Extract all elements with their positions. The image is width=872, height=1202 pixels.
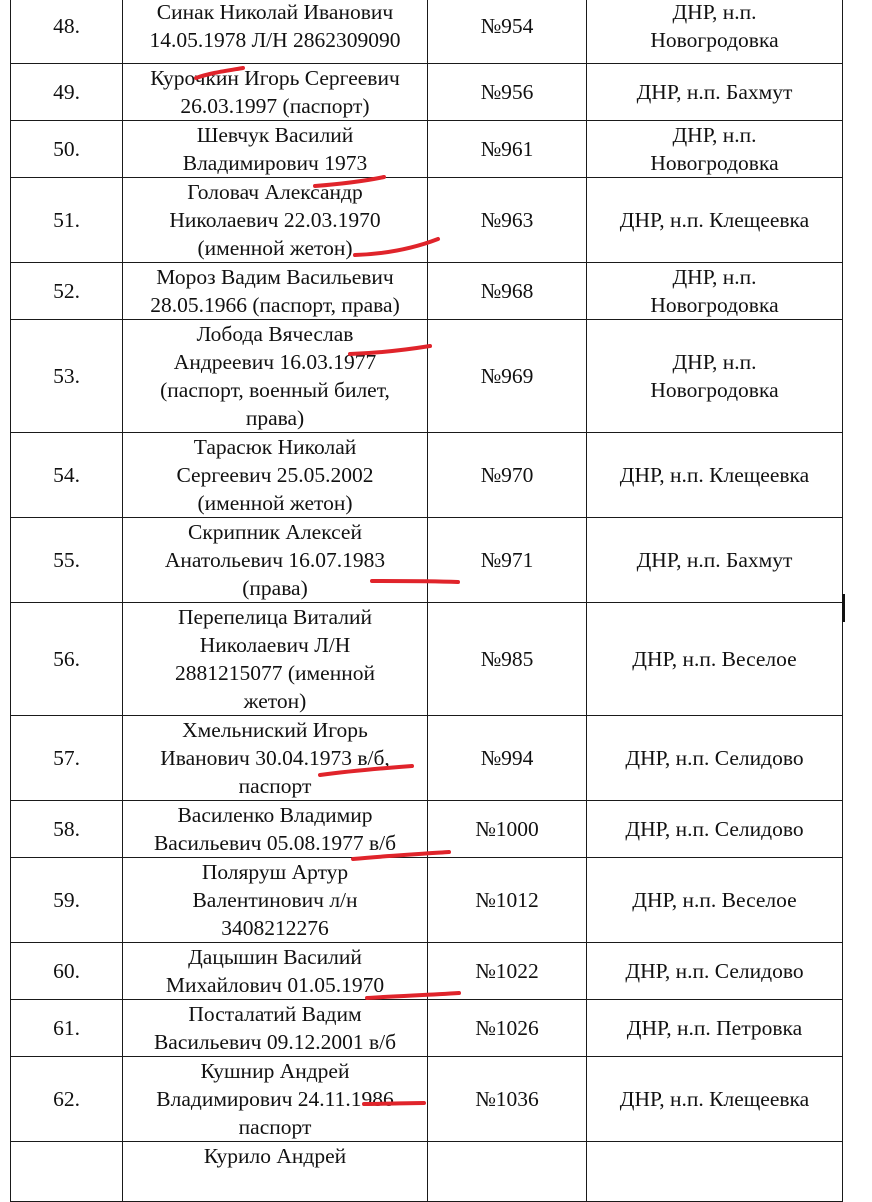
location: ДНР, н.п. Клещеевка (587, 178, 843, 263)
row-number: 54. (11, 433, 123, 518)
location: ДНР, н.п. Новогродовка (587, 320, 843, 433)
person-details: Скрипник Алексей Анатольевич 16.07.1983 (права) (123, 518, 428, 603)
table-row (11, 0, 843, 64)
tag-number (428, 1142, 587, 1202)
row-number: 52. (11, 263, 123, 320)
person-details: Головач Александр Николаевич 22.03.1970 (именной жетон) (123, 178, 428, 263)
tag-number: №1012 (428, 858, 587, 943)
table-row (11, 64, 843, 121)
table-row (11, 858, 843, 943)
location (587, 1142, 843, 1202)
person-details: Шевчук Василий Владимирович 1973 (123, 121, 428, 178)
table-row (11, 263, 843, 320)
location: ДНР, н.п. Новогродовка (587, 263, 843, 320)
person-details: Поляруш Артур Валентинович л/н 3408212276 (123, 858, 428, 943)
tag-number: №961 (428, 121, 587, 178)
tag-number: №970 (428, 433, 587, 518)
person-details: Хмельниский Игорь Иванович 30.04.1973 в/б, паспорт (123, 716, 428, 801)
location: ДНР, н.п. Клещеевка (587, 433, 843, 518)
row-number (11, 1142, 123, 1202)
row-number: 59. (11, 858, 123, 943)
person-details: Синак Николай Иванович 14.05.1978 Л/Н 2862309090 (123, 0, 428, 64)
person-details: Тарасюк Николай Сергеевич 25.05.2002 (именной жетон) (123, 433, 428, 518)
row-number: 51. (11, 178, 123, 263)
table-row (11, 1057, 843, 1142)
row-number: 62. (11, 1057, 123, 1142)
tag-number: №968 (428, 263, 587, 320)
table-row (11, 320, 843, 433)
row-number: 48. (11, 0, 123, 64)
location: ДНР, н.п. Селидово (587, 716, 843, 801)
tag-number: №985 (428, 603, 587, 716)
row-number: 60. (11, 943, 123, 1000)
person-details: Кушнир Андрей Владимирович 24.11.1986 паспорт (123, 1057, 428, 1142)
location: ДНР, н.п. Новогродовка (587, 121, 843, 178)
row-number: 50. (11, 121, 123, 178)
location: ДНР, н.п. Веселое (587, 858, 843, 943)
table-row (11, 433, 843, 518)
table-row (11, 178, 843, 263)
table-row (11, 518, 843, 603)
table-row (11, 1000, 843, 1057)
person-details: Перепелица Виталий Николаевич Л/Н 2881215077 (именной жетон) (123, 603, 428, 716)
table-row (11, 801, 843, 858)
tag-number: №1026 (428, 1000, 587, 1057)
location: ДНР, н.п. Новогродовка (587, 0, 843, 64)
row-number: 56. (11, 603, 123, 716)
tag-number: №1022 (428, 943, 587, 1000)
table-row (11, 603, 843, 716)
tag-number: №1000 (428, 801, 587, 858)
location: ДНР, н.п. Петровка (587, 1000, 843, 1057)
table-row (11, 716, 843, 801)
records-table (10, 0, 843, 1202)
tag-number: №963 (428, 178, 587, 263)
person-details: Дацышин Василий Михайлович 01.05.1970 (123, 943, 428, 1000)
location: ДНР, н.п. Клещеевка (587, 1057, 843, 1142)
row-number: 55. (11, 518, 123, 603)
row-number: 58. (11, 801, 123, 858)
person-details: Курило Андрей (123, 1142, 428, 1202)
table-row (11, 121, 843, 178)
row-number: 61. (11, 1000, 123, 1057)
location: ДНР, н.п. Веселое (587, 603, 843, 716)
row-number: 57. (11, 716, 123, 801)
person-details: Мороз Вадим Васильевич 28.05.1966 (паспорт, права) (123, 263, 428, 320)
tag-number: №1036 (428, 1057, 587, 1142)
tag-number: №994 (428, 716, 587, 801)
location: ДНР, н.п. Бахмут (587, 64, 843, 121)
person-details: Посталатий Вадим Васильевич 09.12.2001 в/б (123, 1000, 428, 1057)
tag-number: №969 (428, 320, 587, 433)
location: ДНР, н.п. Бахмут (587, 518, 843, 603)
person-details: Курочкин Игорь Сергеевич 26.03.1997 (паспорт) (123, 64, 428, 121)
row-number: 53. (11, 320, 123, 433)
tag-number: №971 (428, 518, 587, 603)
location: ДНР, н.п. Селидово (587, 801, 843, 858)
location: ДНР, н.п. Селидово (587, 943, 843, 1000)
table-row (11, 1142, 843, 1202)
row-number: 49. (11, 64, 123, 121)
person-details: Лобода Вячеслав Андреевич 16.03.1977 (паспорт, военный билет, права) (123, 320, 428, 433)
tag-number: №956 (428, 64, 587, 121)
margin-mark (842, 594, 845, 622)
tag-number: №954 (428, 0, 587, 64)
table-row (11, 943, 843, 1000)
person-details: Василенко Владимир Васильевич 05.08.1977 в/б (123, 801, 428, 858)
